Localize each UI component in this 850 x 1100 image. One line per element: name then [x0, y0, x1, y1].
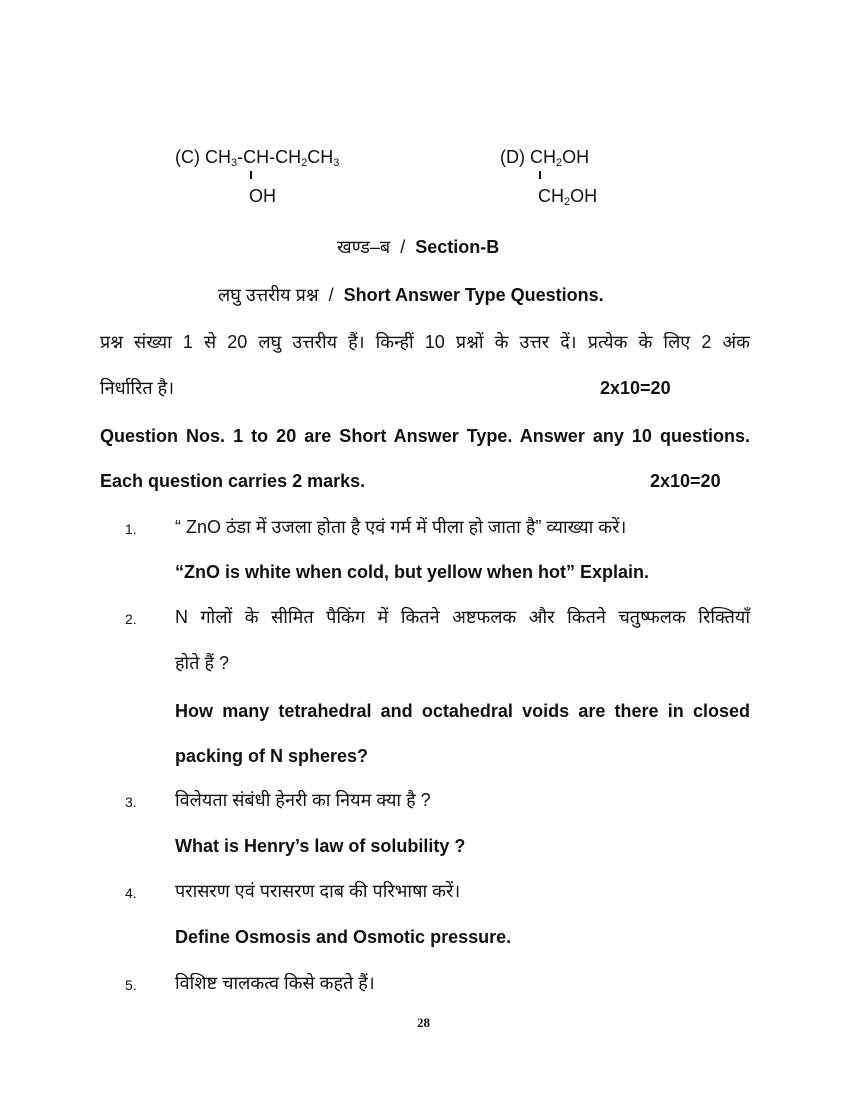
- question-english: Define Osmosis and Osmotic pressure.: [175, 927, 512, 947]
- question-english: “ZnO is white when cold, but yellow when hot” Explain.: [175, 562, 650, 582]
- question-english-1: How many tetrahedral and octahedral voids are there in closed: [175, 701, 750, 721]
- option-c-formula: (C) $CH_3-CH-CH_2CH_3$: [175, 147, 340, 169]
- question-hindi-2: होते हैं ?: [175, 653, 230, 673]
- question-number: 2.: [125, 611, 137, 627]
- question-hindi: “ ZnO ठंडा में उजला होता है एवं गर्म में पीला हो जाता है” व्याख्या करें।: [175, 517, 627, 537]
- question-english: What is Henry’s law of solubility ?: [175, 836, 466, 856]
- bond-line: [539, 171, 541, 179]
- question-english-2: packing of N spheres?: [175, 746, 369, 766]
- page-number: 28: [417, 1015, 430, 1030]
- instruction-hindi-marks: 2x10=20: [600, 378, 671, 398]
- question-number: 3.: [125, 794, 137, 810]
- instruction-english-1: Question Nos. 1 to 20 are Short Answer Type. Answer any 10 questions.: [100, 426, 750, 446]
- question-number: 1.: [125, 521, 137, 537]
- instruction-english-marks: 2x10=20: [650, 471, 721, 491]
- question-number: 5.: [125, 977, 137, 993]
- question-hindi: विशिष्ट चालकत्व किसे कहते हैं।: [175, 973, 375, 993]
- instruction-hindi-1: प्रश्न संख्या 1 से 20 लघु उत्तरीय हैं। किन्हीं 10 प्रश्नों के उत्तर दें। प्रत्येक के लिए 2 अंक: [100, 332, 750, 352]
- subheading: लघु उत्तरीय प्रश्न / Short Answer Type Questions.: [218, 285, 604, 305]
- question-hindi: विलेयता संबंधी हेनरी का नियम क्या है ?: [175, 790, 431, 810]
- question-hindi: परासरण एवं परासरण दाब की परिभाषा करें।: [175, 881, 461, 901]
- section-heading: खण्ड–ब / Section-B: [337, 237, 500, 257]
- question-hindi-1: N गोलों के सीमित पैकिंग में कितने अष्टफलक और कितने चतुष्फलक रिक्तियाँ: [175, 607, 750, 627]
- instruction-english-2: Each question carries 2 marks.: [100, 471, 366, 491]
- bond-line: [250, 171, 252, 179]
- instruction-hindi-2: निर्धारित है।: [100, 378, 175, 398]
- option-d-second: $CH_2OH$: [538, 186, 598, 208]
- option-d-formula: (D) $CH_2OH$: [500, 147, 590, 169]
- option-c-substituent: OH: [249, 186, 276, 206]
- question-number: 4.: [125, 885, 137, 901]
